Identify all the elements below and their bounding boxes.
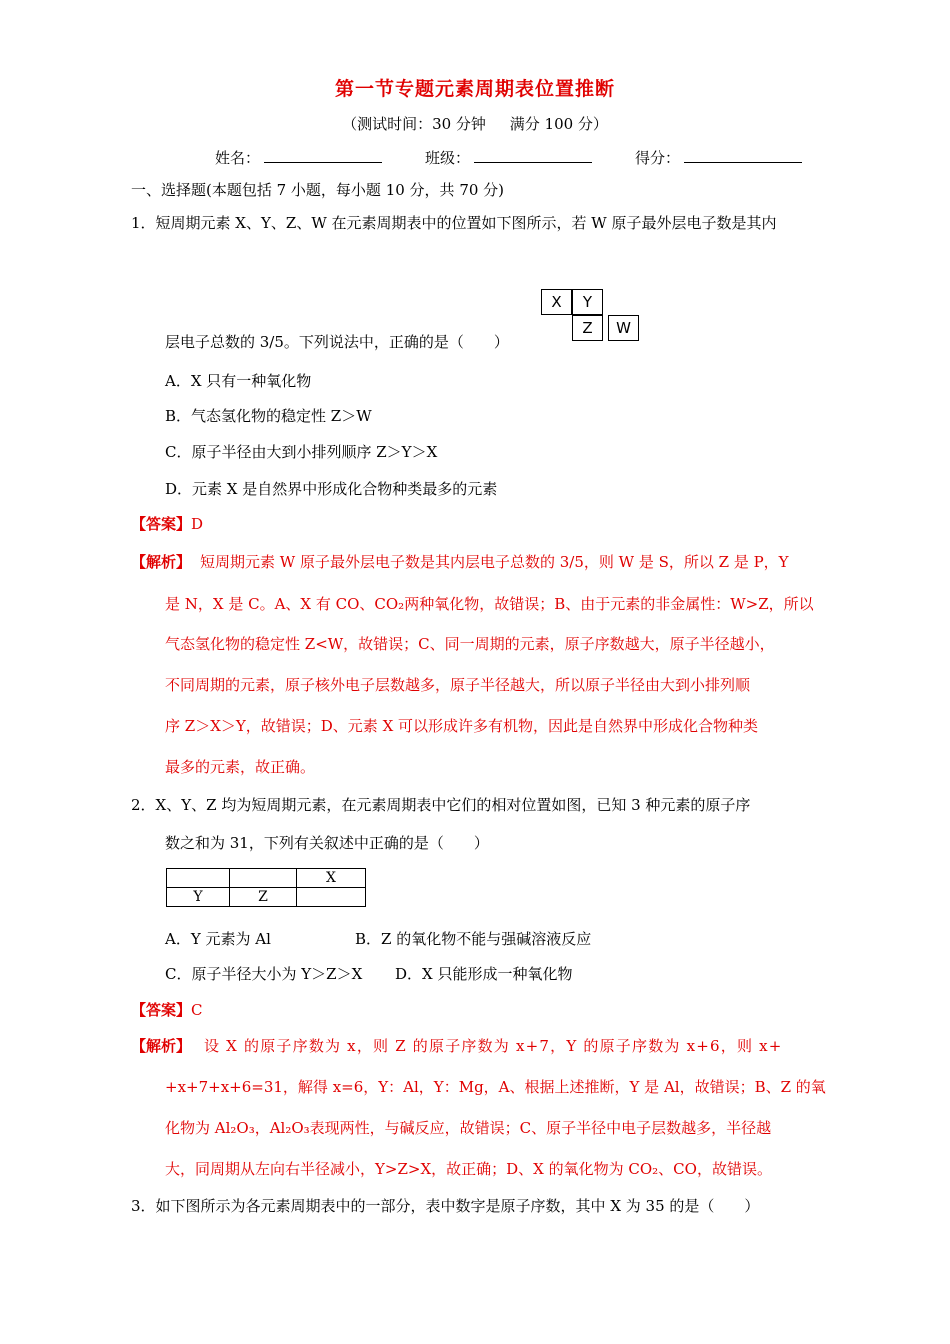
- name-label: 姓名：: [215, 149, 261, 167]
- score-label: 得分：: [635, 149, 681, 167]
- name-blank: [264, 148, 382, 163]
- score-blank: [684, 148, 802, 163]
- q1-answer-tag: 【答案】: [131, 515, 192, 533]
- q2-table-cell: [167, 869, 230, 888]
- q1-cell-x: X: [541, 289, 572, 315]
- q1-stem-line2: 层电子总数的 3/5。下列说法中，正确的是（ ）: [165, 333, 509, 351]
- page-title: 第一节专题元素周期表位置推断: [334, 78, 615, 100]
- q1-option-d: D．元素 X 是自然界中形成化合物种类最多的元素: [165, 480, 498, 498]
- q2-analysis-line: +x+7+x+6=31，解得 x=6，Y：Al，Y：Mg，A、根据上述推断，Y 是 Al，故错误；B、Z 的氧: [165, 1078, 826, 1096]
- class-label: 班级：: [425, 149, 471, 167]
- q2-table-cell: [297, 888, 366, 907]
- q1-option-b: B．气态氢化物的稳定性 Z＞W: [165, 407, 372, 425]
- q1-cell-z: Z: [572, 315, 603, 341]
- q2-answer: [131, 999, 203, 1020]
- q2-answer-tag: 【答案】: [131, 1001, 192, 1019]
- q2-analysis-line: 设 X 的原子序数为 x，则 Z 的原子序数为 x+7，Y 的原子序数为 x+6，则 x+: [204, 1037, 783, 1055]
- q1-cell-w: W: [608, 315, 639, 341]
- q1-answer-value: D: [191, 515, 204, 533]
- q2-position-table: [166, 868, 366, 907]
- score-field: [635, 147, 802, 168]
- q2-stem-line2: 数之和为 31，下列有关叙述中正确的是（ ）: [165, 834, 489, 852]
- q2-option-c: C．原子半径大小为 Y＞Z＞X: [165, 965, 363, 983]
- q2-table-cell: [230, 869, 297, 888]
- name-field: [215, 147, 382, 168]
- q1-analysis-line: 气态氢化物的稳定性 Z<W，故错误；C、同一周期的元素，原子序数越大，原子半径越小，: [165, 635, 775, 653]
- q1-option-c: C．原子半径由大到小排列顺序 Z＞Y＞X: [165, 443, 438, 461]
- class-field: [425, 147, 592, 168]
- q2-table-cell: Y: [167, 888, 230, 907]
- q1-stem-line1: 1．短周期元素 X、Y、Z、W 在元素周期表中的位置如下图所示，若 W 原子最外层电子数是其内: [131, 214, 777, 232]
- q2-option-d: D．X 只能形成一种氧化物: [395, 965, 573, 983]
- q1-cell-y: Y: [572, 289, 603, 315]
- q1-option-a: A．X 只有一种氧化物: [165, 372, 312, 390]
- q2-stem-line1: 2．X、Y、Z 均为短周期元素，在元素周期表中它们的相对位置如图，已知 3 种元素的原子序: [131, 796, 751, 814]
- q1-analysis-line: 最多的元素，故正确。: [165, 758, 316, 776]
- q1-analysis-line: 序 Z＞X＞Y，故错误；D、元素 X 可以形成许多有机物，因此是自然界中形成化合物种类: [165, 717, 759, 735]
- q1-analysis-tag: 【解析】: [131, 553, 192, 571]
- test-subtitle: （测试时间：30 分钟 满分 100 分）: [342, 115, 608, 133]
- q2-analysis-line: 大，同周期从左向右半径减小，Y>Z>X，故正确；D、X 的氧化物为 CO₂、CO，故错误。: [165, 1160, 772, 1178]
- q2-option-b: B．Z 的氧化物不能与强碱溶液反应: [355, 930, 592, 948]
- q1-analysis-line: 是 N，X 是 C。A、X 有 CO、CO₂两种氧化物，故错误；B、由于元素的非金属性：W>Z，所以: [165, 595, 814, 613]
- q1-answer: [131, 513, 203, 534]
- q3-stem-line1: 3．如下图所示为各元素周期表中的一部分，表中数字是原子序数，其中 X 为 35 的是（ ）: [131, 1197, 760, 1215]
- q1-analysis-line: 不同周期的元素，原子核外电子层数越多，原子半径越大，所以原子半径由大到小排列顺: [165, 676, 751, 694]
- q2-analysis-line: 化物为 Al₂O₃，Al₂O₃表现两性，与碱反应，故错误；C、原子半径中电子层数越多，半径越: [165, 1119, 772, 1137]
- q2-analysis-tag: 【解析】: [131, 1037, 192, 1055]
- section-heading: 一、选择题(本题包括 7 小题，每小题 10 分，共 70 分): [131, 181, 505, 199]
- q2-answer-value: C: [191, 1001, 203, 1019]
- q2-option-a: A．Y 元素为 Al: [165, 930, 271, 948]
- q1-analysis-line: 短周期元素 W 原子最外层电子数是其内层电子总数的 3/5，则 W 是 S，所以 Z 是 P，Y: [200, 553, 789, 571]
- q2-table-cell: X: [297, 869, 366, 888]
- q2-table-cell: Z: [230, 888, 297, 907]
- class-blank: [474, 148, 592, 163]
